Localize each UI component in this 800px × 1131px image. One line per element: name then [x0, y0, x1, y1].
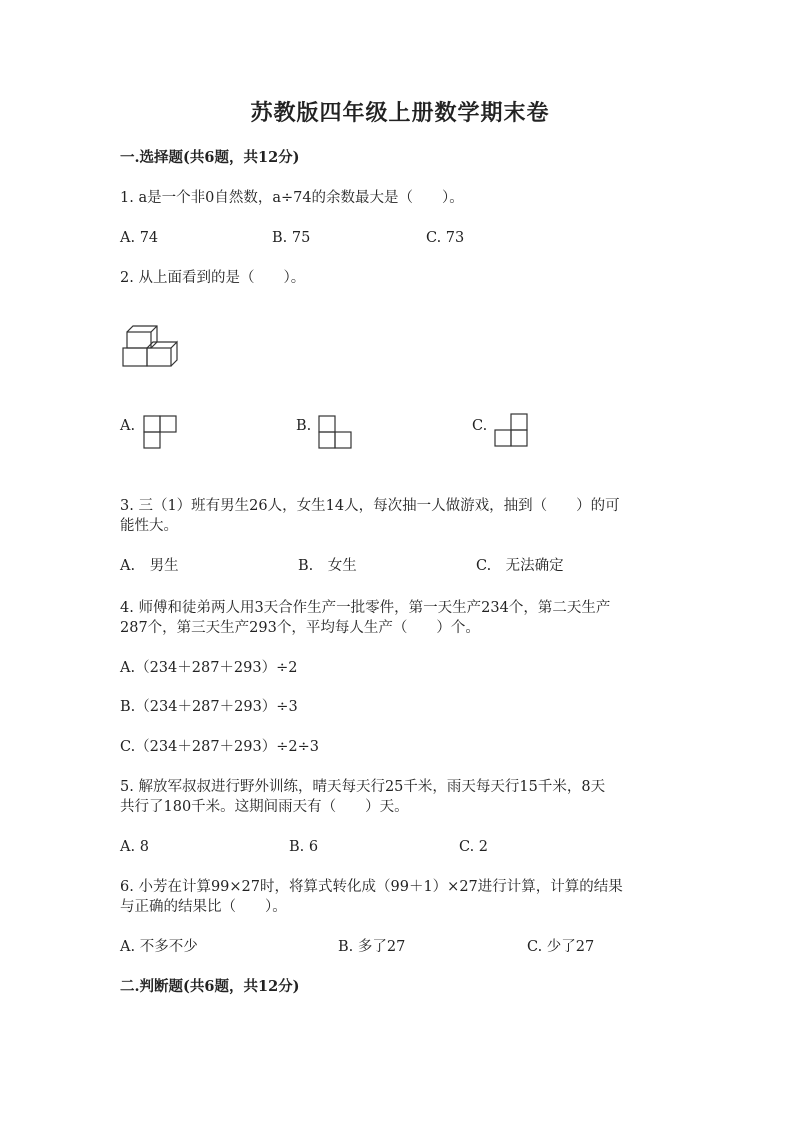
- question-1-option-a[interactable]: A. 74: [120, 230, 159, 246]
- question-3-line-1: 3. 三（1）班有男生26人，女生14人，每次抽一人做游戏，抽到（ ）的可: [120, 498, 620, 514]
- question-4-line-1: 4. 师傅和徒弟两人用3天合作生产一批零件，第一天生产234个，第二天生产: [120, 600, 611, 616]
- page-title: 苏教版四年级上册数学期末卷: [250, 100, 550, 126]
- question-1-option-b[interactable]: B. 75: [272, 230, 311, 246]
- section-heading-judgement: 二.判断题(共6题，共12分): [120, 978, 300, 995]
- question-4-option-c[interactable]: C.（234＋287＋293）÷2÷3: [120, 739, 319, 755]
- question-2-option-b[interactable]: B.: [296, 418, 312, 434]
- question-4-line-2: 287个，第三天生产293个，平均每人生产（ ）个。: [120, 620, 480, 636]
- question-2-option-a[interactable]: A.: [120, 418, 136, 434]
- question-5-option-c[interactable]: C. 2: [459, 839, 489, 855]
- section-heading-choice: 一.选择题(共6题，共12分): [120, 149, 300, 166]
- top-view-a-icon: [143, 415, 179, 449]
- question-1-stem: 1. a是一个非0自然数，a÷74的余数最大是（ ）。: [120, 190, 464, 206]
- stacked-cubes-icon: [120, 320, 180, 370]
- question-2-option-c[interactable]: C.: [472, 418, 488, 434]
- question-4-option-a[interactable]: A.（234＋287＋293）÷2: [120, 660, 298, 676]
- question-3-option-a[interactable]: A. 男生: [120, 558, 179, 574]
- question-3-line-2: 能性大。: [120, 518, 178, 534]
- question-6-line-1: 6. 小芳在计算99×27时，将算式转化成（99＋1）×27进行计算，计算的结果: [120, 879, 623, 895]
- question-6-line-2: 与正确的结果比（ ）。: [120, 899, 287, 915]
- question-2-stem: 2. 从上面看到的是（ ）。: [120, 270, 306, 286]
- question-5-line-2: 共行了180千米。这期间雨天有（ ）天。: [120, 799, 409, 815]
- top-view-b-icon: [318, 415, 354, 449]
- question-6-option-c[interactable]: C. 少了27: [527, 939, 595, 955]
- question-1-option-c[interactable]: C. 73: [426, 230, 465, 246]
- question-6-option-a[interactable]: A. 不多不少: [120, 939, 198, 955]
- question-5-line-1: 5. 解放军叔叔进行野外训练，晴天每天行25千米，雨天每天行15千米，8天: [120, 779, 606, 795]
- question-3-option-b[interactable]: B. 女生: [298, 558, 357, 574]
- top-view-c-icon: [494, 413, 530, 449]
- question-5-option-b[interactable]: B. 6: [289, 839, 319, 855]
- question-3-option-c[interactable]: C. 无法确定: [476, 558, 564, 574]
- question-5-option-a[interactable]: A. 8: [120, 839, 149, 855]
- question-6-option-b[interactable]: B. 多了27: [338, 939, 406, 955]
- question-4-option-b[interactable]: B.（234＋287＋293）÷3: [120, 699, 298, 715]
